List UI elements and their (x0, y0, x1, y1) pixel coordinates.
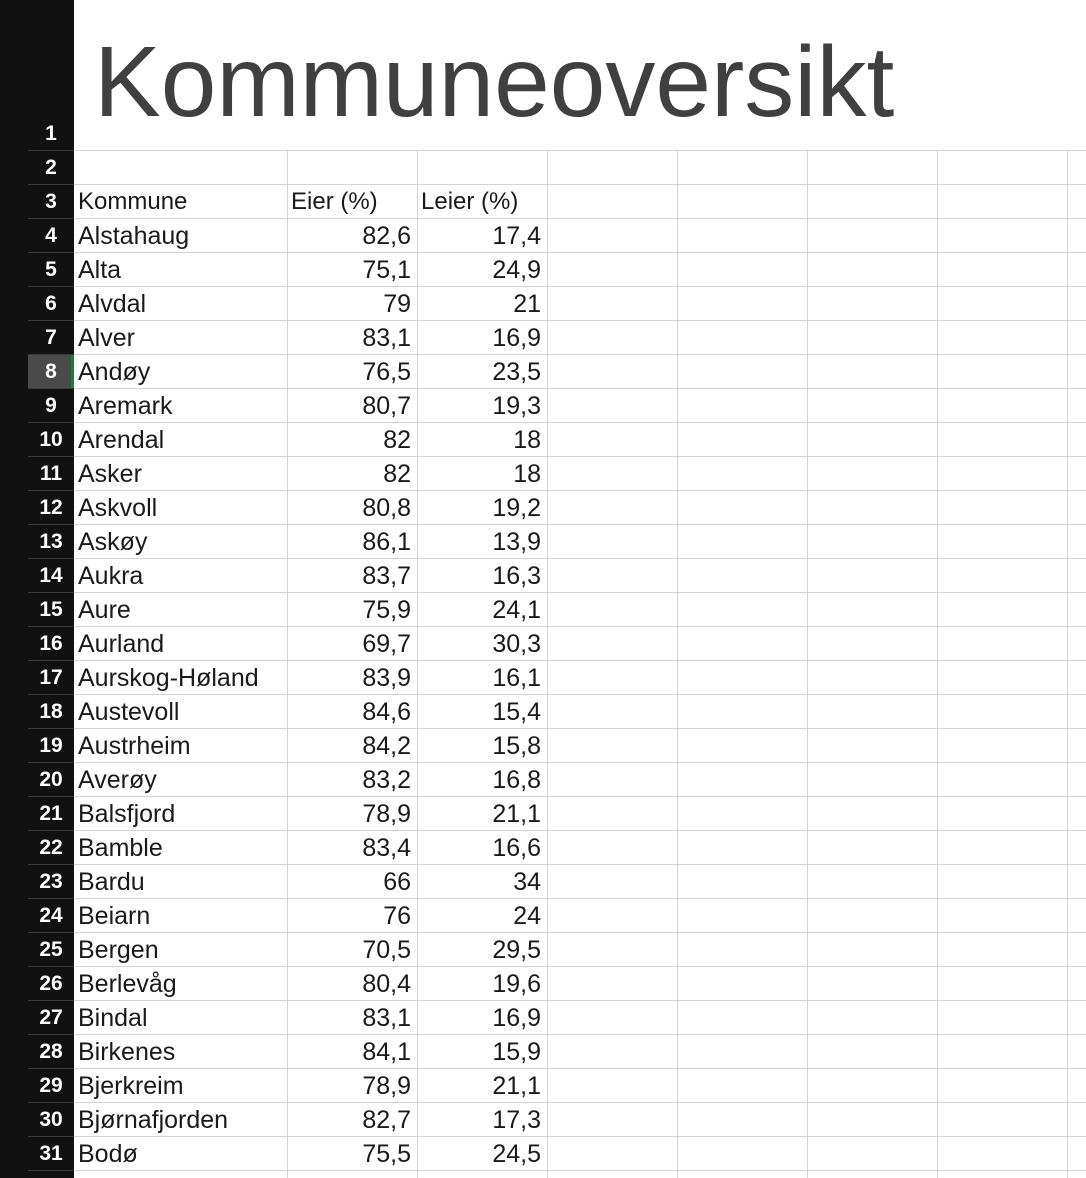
cell-eier[interactable]: 80,7 (362, 392, 411, 420)
cell-kommune[interactable]: Aremark (78, 392, 173, 420)
row-header-19[interactable]: 19 (28, 729, 74, 763)
row-gridline (74, 592, 1086, 593)
cell-leier[interactable]: 21,1 (492, 1072, 541, 1100)
row-gridline (74, 864, 1086, 865)
row-header-column (0, 0, 74, 1178)
column-gridline (547, 151, 548, 1178)
row-gridline (74, 830, 1086, 831)
row-header-8[interactable]: 8 (28, 355, 74, 389)
row-gridline (74, 490, 1086, 491)
cell-leier[interactable]: 16,3 (492, 562, 541, 590)
cell-kommune[interactable]: Alver (78, 324, 135, 352)
cell-kommune[interactable]: Alstahaug (78, 222, 190, 250)
cell-eier[interactable]: 80,8 (362, 494, 411, 522)
cell-eier[interactable]: 82,7 (362, 1106, 411, 1134)
cell-leier[interactable]: 19,3 (492, 392, 541, 420)
cell-kommune[interactable]: Bindal (78, 1004, 148, 1032)
row-header-17[interactable]: 17 (28, 661, 74, 695)
row-header-30[interactable]: 30 (28, 1103, 74, 1137)
column-gridline (807, 151, 808, 1178)
cell-eier[interactable]: 75,9 (362, 596, 411, 624)
row-header-28[interactable]: 28 (28, 1035, 74, 1069)
row-header-26[interactable]: 26 (28, 967, 74, 1001)
row-gridline (74, 286, 1086, 287)
cell-kommune[interactable]: Austevoll (78, 698, 180, 726)
sheet-title[interactable]: Kommuneoversikt (94, 26, 895, 138)
cell-kommune[interactable]: Arendal (78, 426, 165, 454)
cell-eier[interactable]: 83,9 (362, 664, 411, 692)
row-header-21[interactable]: 21 (28, 797, 74, 831)
row-header-15[interactable]: 15 (28, 593, 74, 627)
row-gridline (74, 252, 1086, 253)
cell-eier[interactable]: 83,2 (362, 766, 411, 794)
cell-eier[interactable]: 79 (383, 290, 411, 318)
row-gridline (74, 422, 1086, 423)
row-header-7[interactable]: 7 (28, 321, 74, 355)
row-header-16[interactable]: 16 (28, 627, 74, 661)
cell-leier[interactable]: 34 (513, 868, 541, 896)
cell-kommune[interactable]: Asker (78, 460, 142, 488)
cell-kommune[interactable]: Alvdal (78, 290, 147, 318)
cell-leier[interactable]: 30,3 (492, 630, 541, 658)
cell-kommune[interactable]: Bjerkreim (78, 1072, 184, 1100)
row-gridline (74, 626, 1086, 627)
cell-kommune[interactable]: Askvoll (78, 494, 158, 522)
cell-kommune[interactable]: Balsfjord (78, 800, 176, 828)
row-gridline (74, 796, 1086, 797)
row-header-18[interactable]: 18 (28, 695, 74, 729)
cell-leier[interactable]: 23,5 (492, 358, 541, 386)
row-header-31[interactable]: 31 (28, 1137, 74, 1171)
row-gridline (74, 728, 1086, 729)
cell-eier[interactable]: 83,4 (362, 834, 411, 862)
cell-leier[interactable]: 24,1 (492, 596, 541, 624)
cell-leier[interactable]: 17,4 (492, 222, 541, 250)
row-gridline (74, 524, 1086, 525)
header-eier[interactable]: Eier (%) (291, 188, 378, 215)
cell-eier[interactable]: 82 (383, 426, 411, 454)
cell-kommune[interactable]: Aurskog-Høland (78, 664, 259, 692)
cell-eier[interactable]: 76 (383, 902, 411, 930)
cell-leier[interactable]: 16,9 (492, 324, 541, 352)
row-header-24[interactable]: 24 (28, 899, 74, 933)
cell-leier[interactable]: 19,2 (492, 494, 541, 522)
cell-leier[interactable]: 17,3 (492, 1106, 541, 1134)
cell-eier[interactable]: 84,2 (362, 732, 411, 760)
cell-kommune[interactable]: Aure (78, 596, 131, 624)
row-gridline (74, 388, 1086, 389)
cell-kommune[interactable]: Averøy (78, 766, 157, 794)
row-header-12[interactable]: 12 (28, 491, 74, 525)
row-header-9[interactable]: 9 (28, 389, 74, 423)
cell-eier[interactable]: 84,6 (362, 698, 411, 726)
row-gridline (74, 354, 1086, 355)
row-gridline (74, 1170, 1086, 1171)
column-gridline (677, 151, 678, 1178)
cell-kommune[interactable]: Bergen (78, 936, 159, 964)
row-header-29[interactable]: 29 (28, 1069, 74, 1103)
cell-leier[interactable]: 16,1 (492, 664, 541, 692)
cell-eier[interactable]: 75,5 (362, 1140, 411, 1168)
cell-eier[interactable]: 80,4 (362, 970, 411, 998)
cell-grid[interactable] (74, 0, 1086, 1178)
row-gridline (74, 1034, 1086, 1035)
cell-eier[interactable]: 83,1 (362, 324, 411, 352)
cell-leier[interactable]: 16,8 (492, 766, 541, 794)
cell-eier[interactable]: 70,5 (362, 936, 411, 964)
cell-leier[interactable]: 19,6 (492, 970, 541, 998)
cell-kommune[interactable]: Austrheim (78, 732, 191, 760)
cell-leier[interactable]: 29,5 (492, 936, 541, 964)
cell-kommune[interactable]: Bodø (78, 1140, 138, 1168)
row-gridline (74, 1000, 1086, 1001)
cell-eier[interactable]: 84,1 (362, 1038, 411, 1066)
row-gridline (74, 966, 1086, 967)
cell-kommune[interactable]: Berlevåg (78, 970, 177, 998)
cell-leier[interactable]: 24 (513, 902, 541, 930)
cell-eier[interactable]: 82 (383, 460, 411, 488)
cell-kommune[interactable]: Beiarn (78, 902, 151, 930)
row-header-1[interactable]: 1 (28, 0, 74, 151)
header-leier[interactable]: Leier (%) (421, 188, 519, 215)
cell-kommune[interactable]: Alta (78, 256, 122, 284)
row-gridline (74, 762, 1086, 763)
row-header-4[interactable]: 4 (28, 219, 74, 253)
row-gridline (74, 150, 1086, 151)
row-header-23[interactable]: 23 (28, 865, 74, 899)
cell-leier[interactable]: 21,1 (492, 800, 541, 828)
cell-leier[interactable]: 24,5 (492, 1140, 541, 1168)
row-header-11[interactable]: 11 (28, 457, 74, 491)
cell-eier[interactable]: 76,5 (362, 358, 411, 386)
row-gridline (74, 558, 1086, 559)
row-gridline (74, 456, 1086, 457)
cell-leier[interactable]: 16,9 (492, 1004, 541, 1032)
cell-eier[interactable]: 78,9 (362, 1072, 411, 1100)
row-header-2[interactable]: 2 (28, 151, 74, 185)
cell-eier[interactable]: 75,1 (362, 256, 411, 284)
cell-kommune[interactable]: Bamble (78, 834, 163, 862)
cell-kommune[interactable]: Askøy (78, 528, 148, 556)
cell-kommune[interactable]: Aukra (78, 562, 144, 590)
column-gridline (937, 151, 938, 1178)
cell-leier[interactable]: 16,6 (492, 834, 541, 862)
row-gridline (74, 1068, 1086, 1069)
cell-eier[interactable]: 66 (383, 868, 411, 896)
row-gridline (74, 320, 1086, 321)
cell-leier[interactable]: 21 (513, 290, 541, 318)
row-header-14[interactable]: 14 (28, 559, 74, 593)
cell-leier[interactable]: 24,9 (492, 256, 541, 284)
row-header-13[interactable]: 13 (28, 525, 74, 559)
cell-kommune[interactable]: Bjørnafjorden (78, 1106, 229, 1134)
header-kommune[interactable]: Kommune (78, 188, 188, 215)
cell-eier[interactable]: 83,7 (362, 562, 411, 590)
row-header-6[interactable]: 6 (28, 287, 74, 321)
row-header-5[interactable]: 5 (28, 253, 74, 287)
cell-eier[interactable]: 83,1 (362, 1004, 411, 1032)
cell-eier[interactable]: 78,9 (362, 800, 411, 828)
cell-eier[interactable]: 82,6 (362, 222, 411, 250)
cell-kommune[interactable]: Birkenes (78, 1038, 176, 1066)
cell-kommune[interactable]: Aurland (78, 630, 165, 658)
cell-eier[interactable]: 86,1 (362, 528, 411, 556)
cell-leier[interactable]: 18 (513, 460, 541, 488)
row-header-22[interactable]: 22 (28, 831, 74, 865)
row-gridline (74, 218, 1086, 219)
cell-kommune[interactable]: Andøy (78, 358, 151, 386)
row-header-25[interactable]: 25 (28, 933, 74, 967)
cell-leier[interactable]: 15,9 (492, 1038, 541, 1066)
row-header-27[interactable]: 27 (28, 1001, 74, 1035)
cell-leier[interactable]: 18 (513, 426, 541, 454)
row-gridline (74, 898, 1086, 899)
row-gridline (74, 184, 1086, 185)
cell-eier[interactable]: 69,7 (362, 630, 411, 658)
cell-leier[interactable]: 15,4 (492, 698, 541, 726)
cell-kommune[interactable]: Bardu (78, 868, 145, 896)
row-gridline (74, 932, 1086, 933)
row-header-10[interactable]: 10 (28, 423, 74, 457)
cell-leier[interactable]: 15,8 (492, 732, 541, 760)
column-gridline (1067, 151, 1068, 1178)
row-header-20[interactable]: 20 (28, 763, 74, 797)
row-header-3[interactable]: 3 (28, 185, 74, 219)
cell-leier[interactable]: 13,9 (492, 528, 541, 556)
